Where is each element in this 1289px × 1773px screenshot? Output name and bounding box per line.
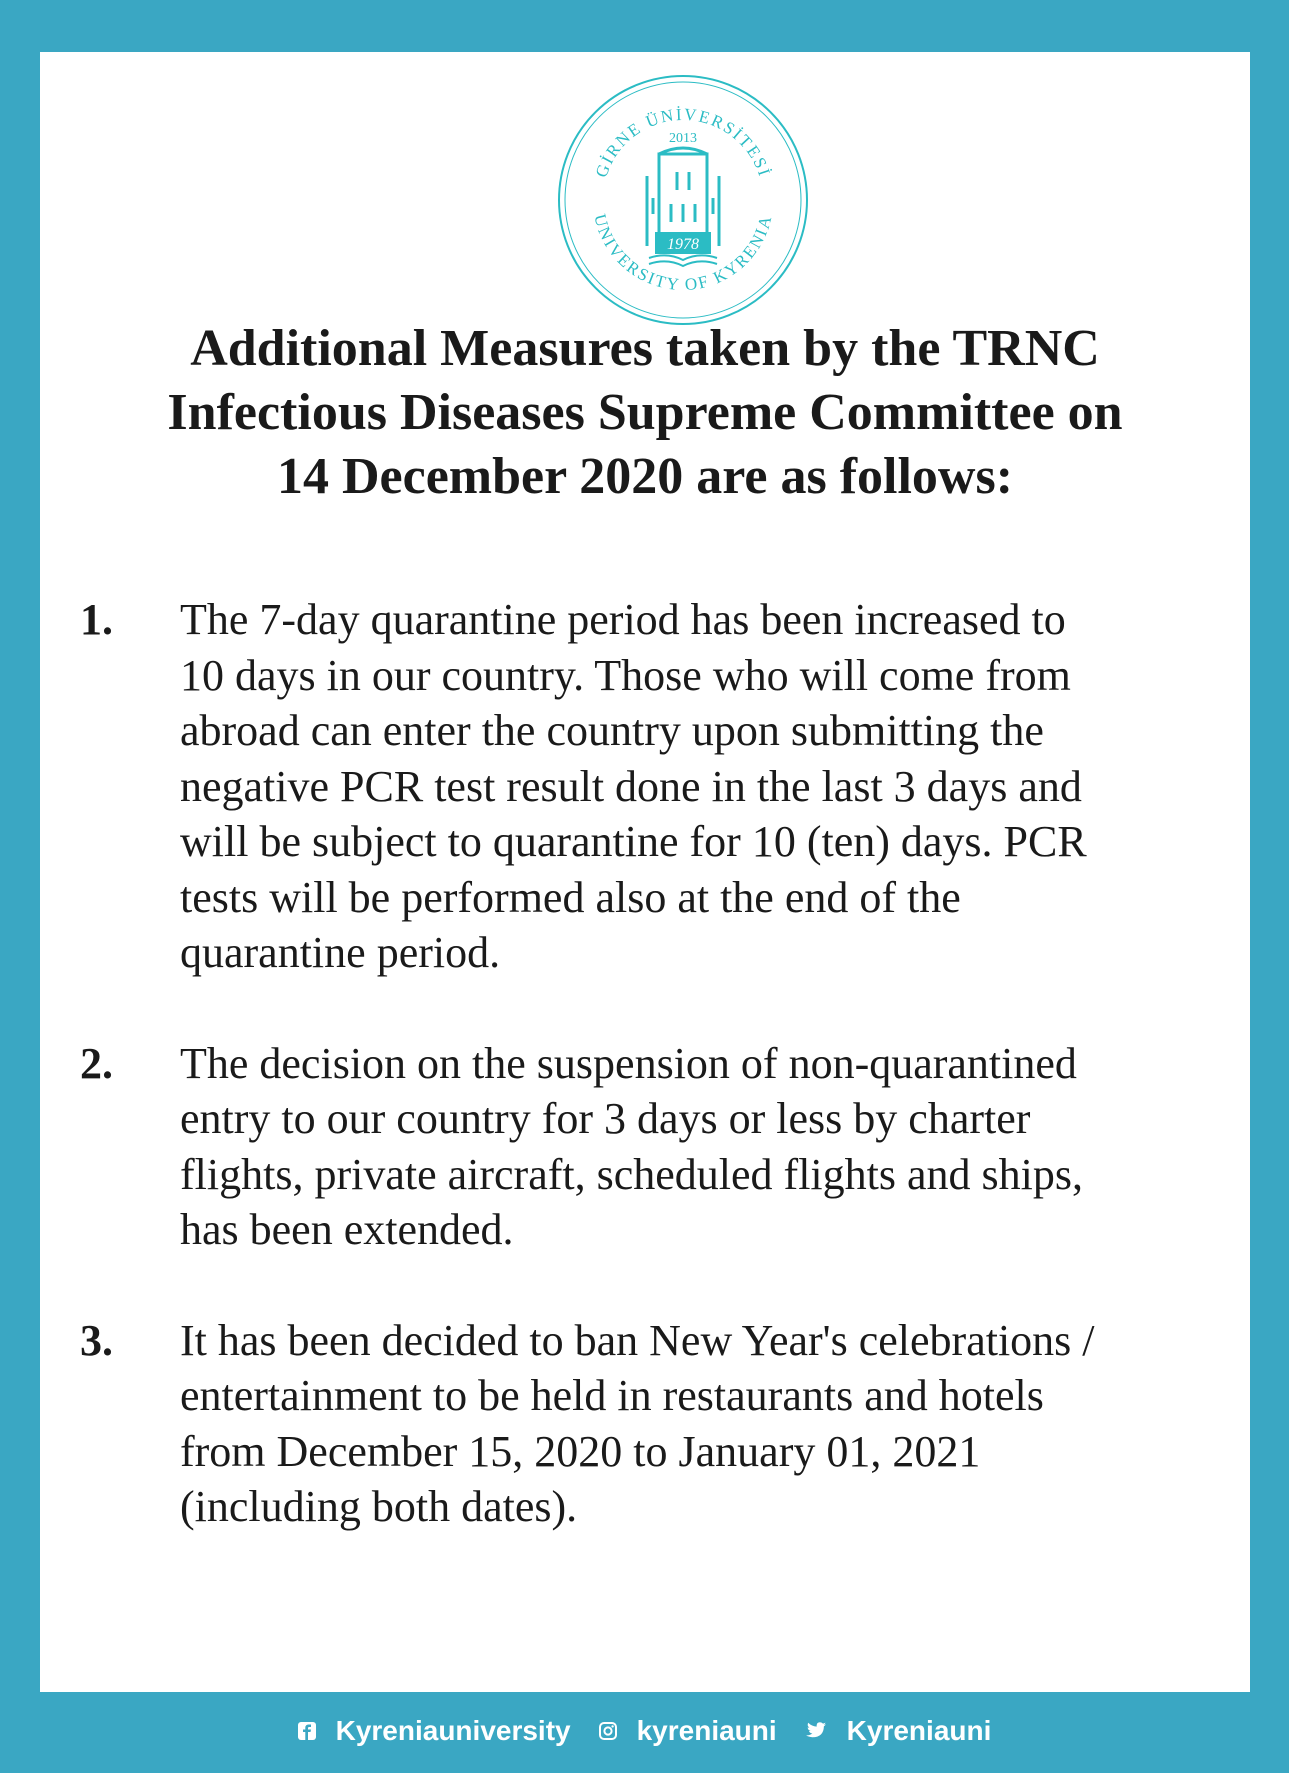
measure-line: has been extended. — [180, 1205, 514, 1254]
headline — [80, 317, 1210, 509]
facebook-icon — [298, 1722, 316, 1740]
measure-item — [80, 1036, 1230, 1258]
measure-line: abroad can enter the country upon submitting the — [180, 706, 1044, 755]
book-icon — [649, 255, 717, 266]
measure-line: flights, private aircraft, scheduled flights and ships, — [180, 1149, 1083, 1199]
measure-line: 10 days in our country. Those who will come from — [180, 650, 1071, 700]
measure-line: entry to our country for 3 days or less by charter — [180, 1094, 1031, 1143]
headline-line: 14 December 2020 are as follows: — [276, 448, 1014, 505]
tower-icon — [647, 148, 719, 246]
headline-line: Additional Measures taken by the TRNC — [190, 320, 1100, 377]
measure-line: will be subject to quarantine for 10 (ten) days. PCR — [180, 817, 1087, 866]
logo-arc-bottom: UNIVERSITY OF KYRENIA — [590, 212, 776, 295]
twitter-handle[interactable]: Kyreniauni — [846, 1715, 992, 1746]
measure-line: entertainment to be held in restaurants and hotels — [180, 1371, 1044, 1420]
measure-line: from December 15, 2020 to January 01, 2021 — [180, 1426, 981, 1476]
instagram-icon — [599, 1722, 617, 1740]
measure-line: The decision on the suspension of non-quarantined — [180, 1038, 1077, 1088]
social-footer — [0, 1708, 1289, 1754]
logo-arc-top: GİRNE ÜNİVERSİTESİ — [591, 104, 775, 180]
facebook-handle[interactable]: Kyreniauniversity — [335, 1715, 571, 1746]
notice-card — [40, 52, 1250, 1692]
measure-item — [80, 592, 1230, 981]
measure-item — [80, 1313, 1230, 1535]
facebook-link[interactable] — [298, 1715, 571, 1747]
twitter-icon — [805, 1722, 827, 1740]
headline-line: Infectious Diseases Supreme Committee on — [167, 384, 1123, 441]
university-logo — [555, 72, 811, 328]
logo-year-top: 2013 — [669, 131, 697, 146]
measure-number: 2. — [80, 1038, 113, 1088]
measure-line: negative PCR test result done in the last 3 days and — [180, 761, 1082, 811]
measure-line: tests will be performed also at the end of the — [180, 872, 961, 922]
measure-number: 1. — [80, 595, 113, 644]
measures-list — [80, 592, 1230, 1590]
instagram-handle[interactable]: kyreniauni — [636, 1715, 777, 1746]
measure-line: It has been decided to ban New Year's celebrations / — [180, 1315, 1095, 1365]
measure-line: quarantine period. — [180, 928, 501, 977]
measure-line: (including both dates). — [180, 1482, 578, 1531]
measure-line: The 7-day quarantine period has been increased to — [180, 595, 1066, 644]
measure-number: 3. — [80, 1315, 113, 1365]
logo-year-banner: 1978 — [667, 236, 699, 253]
twitter-link[interactable] — [805, 1715, 992, 1747]
instagram-link[interactable] — [599, 1715, 777, 1747]
